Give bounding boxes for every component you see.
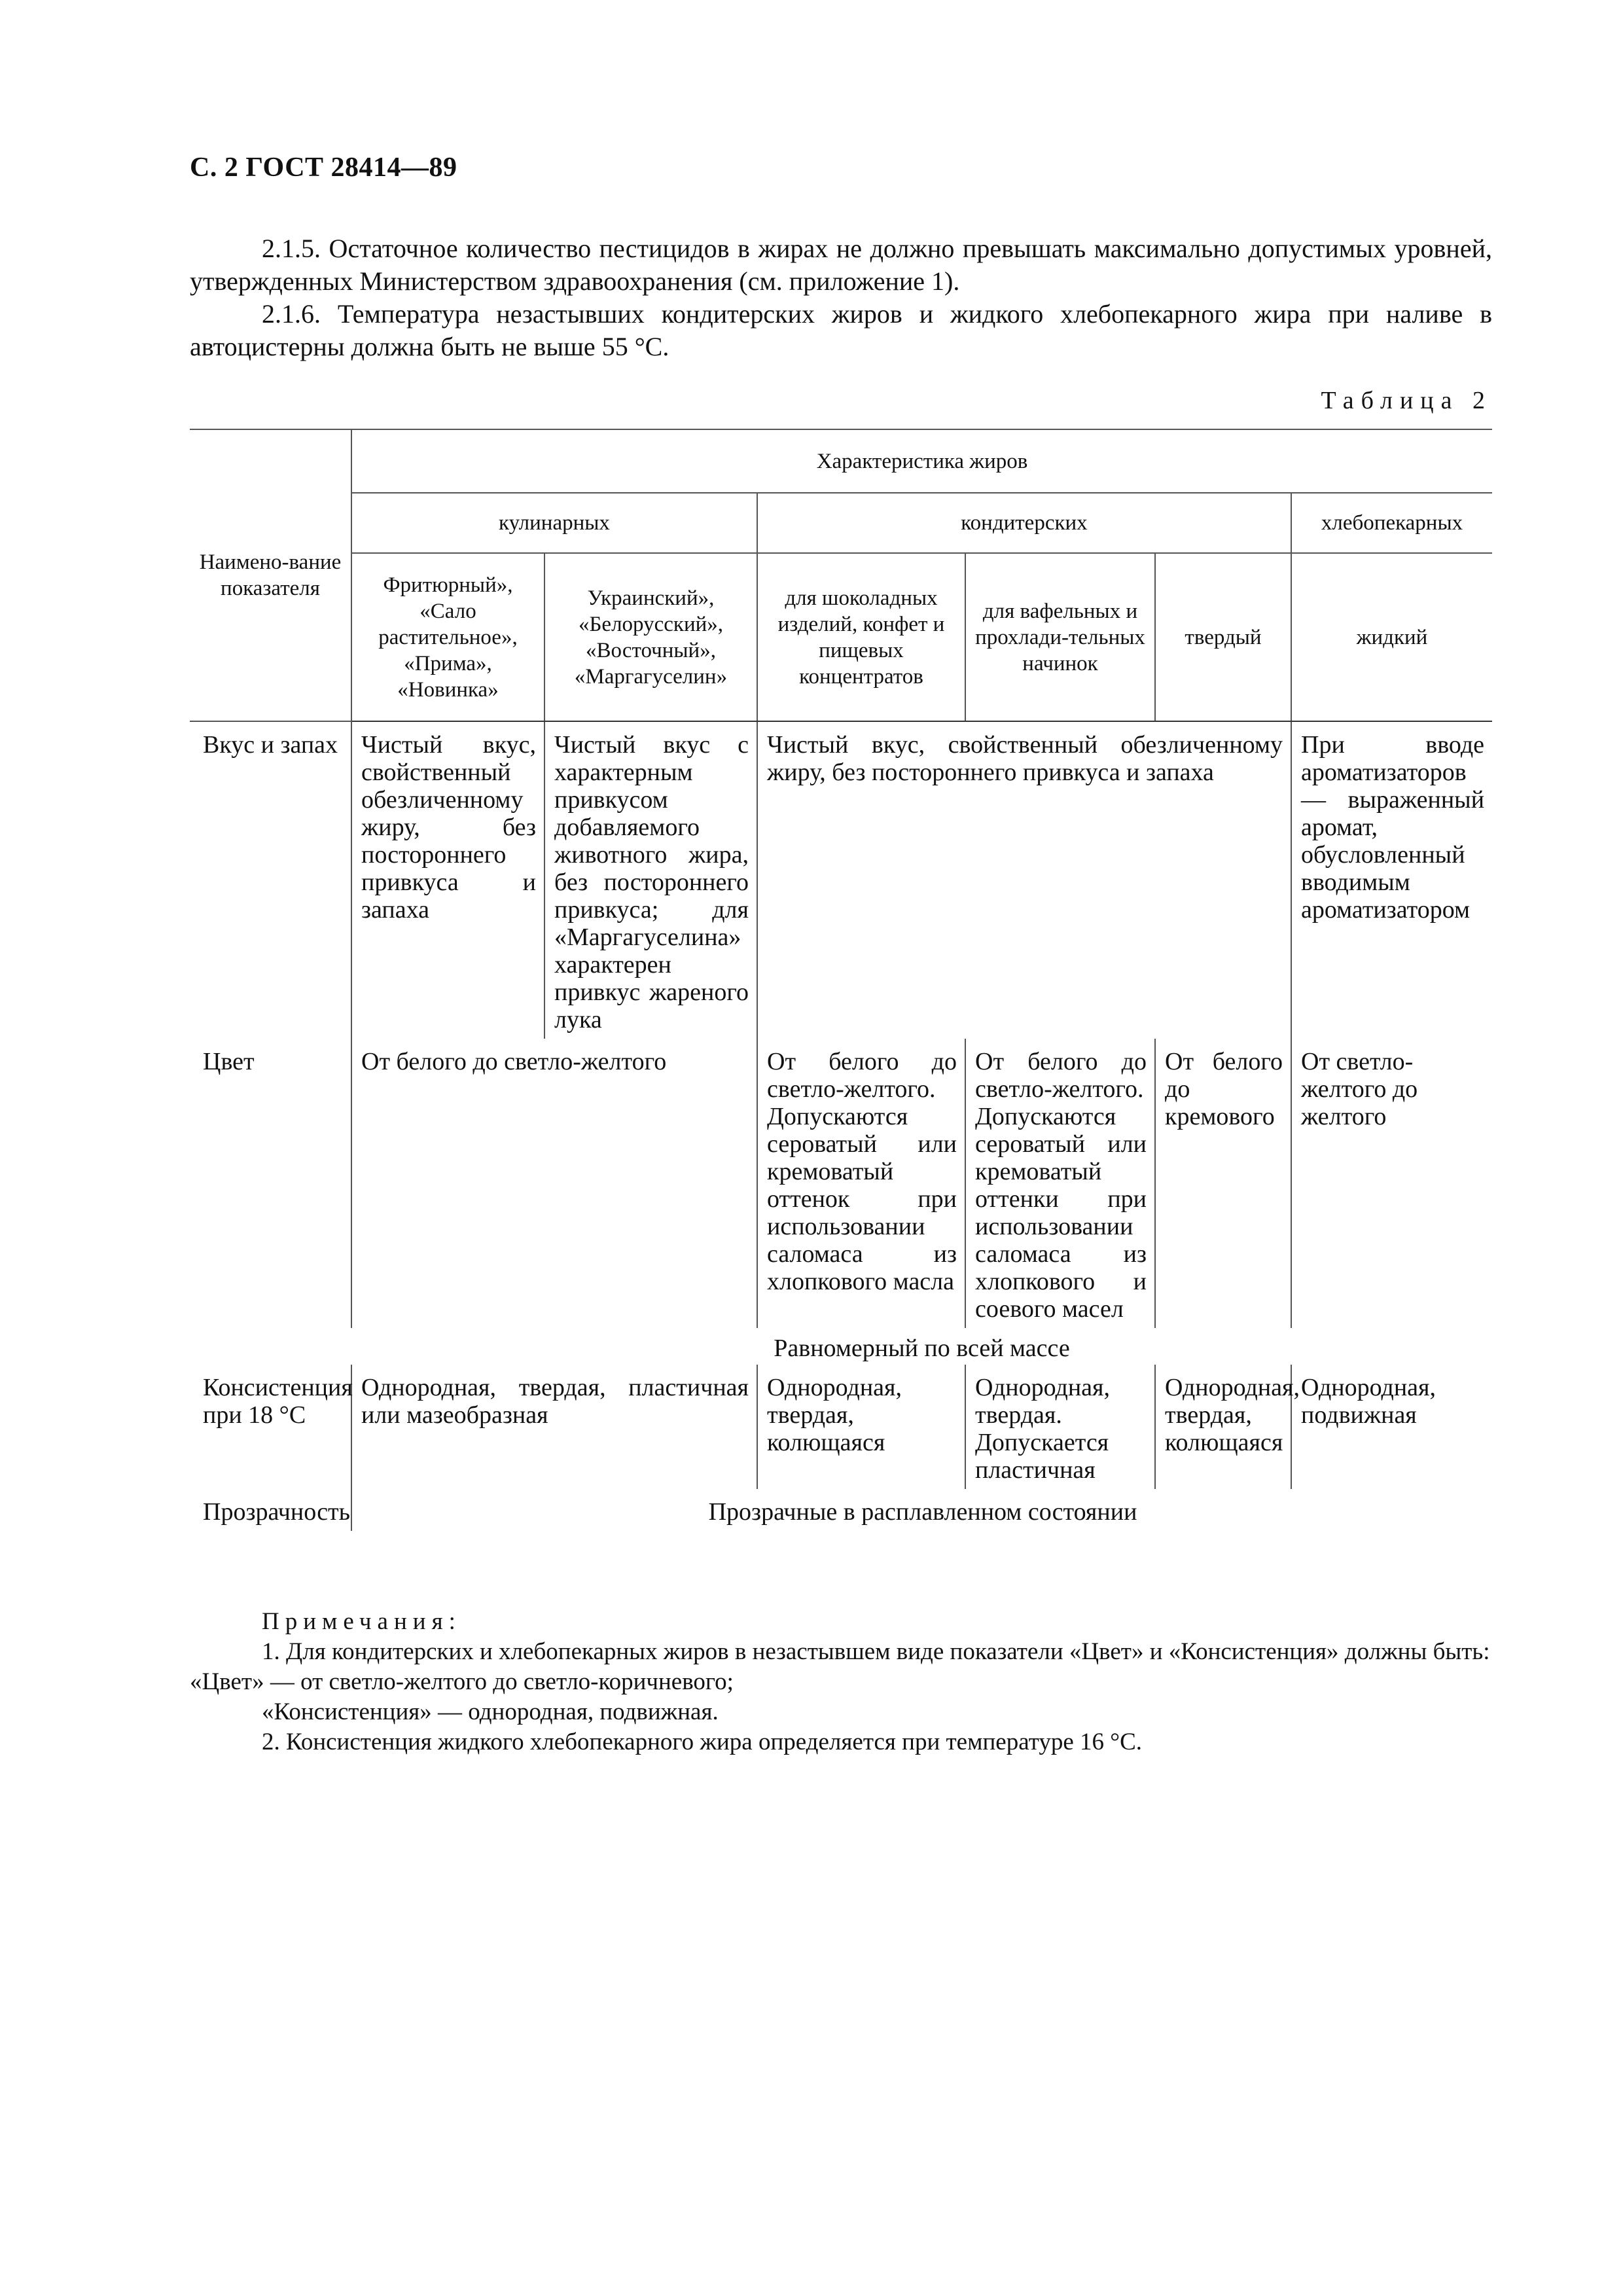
cell-color-bakery: От светло-желтого до желтого [1291, 1039, 1492, 1328]
note-2: 2. Консистенция жидкого хлебопекарного жира определяется при температуре 16 °С. [262, 1729, 1143, 1755]
notes-title: Примечания: [262, 1608, 461, 1635]
cell-color-culinary: От белого до светло-желтого [351, 1039, 757, 1328]
cell-consistency-bakery: Однородная, подвижная [1291, 1365, 1492, 1489]
row-name-transparency: Прозрачность [203, 1498, 350, 1526]
header-col-liquid: жидкий [1291, 553, 1492, 721]
cell-consistency-solid: Однородная, твердая, колющаяся [1155, 1365, 1291, 1489]
table-row-consistency [190, 1365, 1492, 1489]
paragraph-2-1-5 [190, 232, 1492, 298]
paragraph-2-1-6 [190, 298, 1492, 363]
table-row-color-uniform [190, 1328, 1492, 1365]
note-1b-line [190, 1697, 1499, 1727]
cell-consistency-culinary: Однородная, твердая, пластичная или мазеобразная [351, 1365, 757, 1489]
paragraph-text: 2.1.5. Остаточное количество пестицидов в жирах не должно превышать максимально допустимых уровней, утвержденных Министерством здравоохранения (см. приложение 1). [190, 234, 1492, 296]
table-caption: Таблица 2 [1321, 387, 1492, 414]
note-2-line [190, 1727, 1499, 1757]
note-1-line [190, 1637, 1499, 1697]
paragraph-text: 2.1.6. Температура незастывших кондитерских жиров и жидкого хлебопекарного жира при наливе в автоцистерны должна быть не выше 55 °С. [190, 299, 1492, 361]
cell-taste-culinary-1: Чистый вкус, свойственный обезличенному жиру, без постороннего привкуса и запаха [351, 721, 544, 1039]
cell-taste-bakery: При вводе ароматизаторов — выраженный аромат, обусловленный вводимым ароматизатором [1291, 721, 1492, 1039]
cell-taste-confectionery: Чистый вкус, свойственный обезличенному жиру, без постороннего привкуса и запаха [757, 721, 1291, 1039]
header-confectionery: кондитерских [757, 493, 1291, 553]
table-container [190, 429, 1492, 1531]
header-indicator-name: Наимено-вание показателя [190, 429, 351, 721]
page-header: С. 2 ГОСТ 28414—89 [190, 152, 457, 183]
header-bakery: хлебопекарных [1291, 493, 1492, 553]
notes-title-line [190, 1607, 1499, 1637]
cell-color-chocolate: От белого до светло-желтого. Допускаются сероватый или кремоватый оттенок при использовании саломаса из хлопкового масла [757, 1039, 965, 1328]
header-fat-characteristics: Характеристика жиров [351, 429, 1492, 493]
table-row-color [190, 1039, 1492, 1328]
cell-color-uniform: Равномерный по всей массе [774, 1335, 1070, 1362]
note-1b: «Консистенция» — однородная, подвижная. [262, 1698, 719, 1725]
header-col-chocolate: для шоколадных изделий, конфет и пищевых концентратов [757, 553, 965, 721]
cell-taste-culinary-2: Чистый вкус с характерным привкусом добавляемого животного жира, без постороннего привкуса; для «Маргагуселина» характерен привкус жареного лука [544, 721, 757, 1039]
header-col-fryer: Фритюрный», «Сало растительное», «Прима», «Новинка» [351, 553, 544, 721]
cell-color-wafer: От белого до светло-желтого. Допускаются сероватый или кремоватый оттенки при использовании саломаса из хлопкового и соевого масел [965, 1039, 1155, 1328]
row-name-taste: Вкус и запах [203, 731, 338, 759]
row-name-color: Цвет [203, 1048, 255, 1075]
header-culinary: кулинарных [351, 493, 757, 553]
header-col-ukrainian: Украинский», «Белорусский», «Восточный», «Маргагуселин» [544, 553, 757, 721]
table-row-transparency [190, 1489, 1492, 1531]
notes-block [190, 1607, 1499, 1757]
header-col-wafer: для вафельных и прохлади-тельных начинок [965, 553, 1155, 721]
note-1: 1. Для кондитерских и хлебопекарных жиров в незастывшем виде показатели «Цвет» и «Консистенция» должны быть: «Цвет» — от светло-желтого до светло-коричневого; [190, 1638, 1490, 1695]
cell-consistency-chocolate: Однородная, твердая, колющаяся [757, 1365, 965, 1489]
cell-consistency-wafer: Однородная, твердая. Допускается пластичная [965, 1365, 1155, 1489]
table-row-taste [190, 721, 1492, 1039]
header-col-solid: твердый [1155, 553, 1291, 721]
row-name-consistency: Консистенция при 18 °С [203, 1374, 353, 1429]
fat-characteristics-table [190, 429, 1492, 1531]
cell-transparency-all: Прозрачные в расплавленном состоянии [351, 1489, 1492, 1531]
cell-color-solid: От белого до кремового [1155, 1039, 1291, 1328]
